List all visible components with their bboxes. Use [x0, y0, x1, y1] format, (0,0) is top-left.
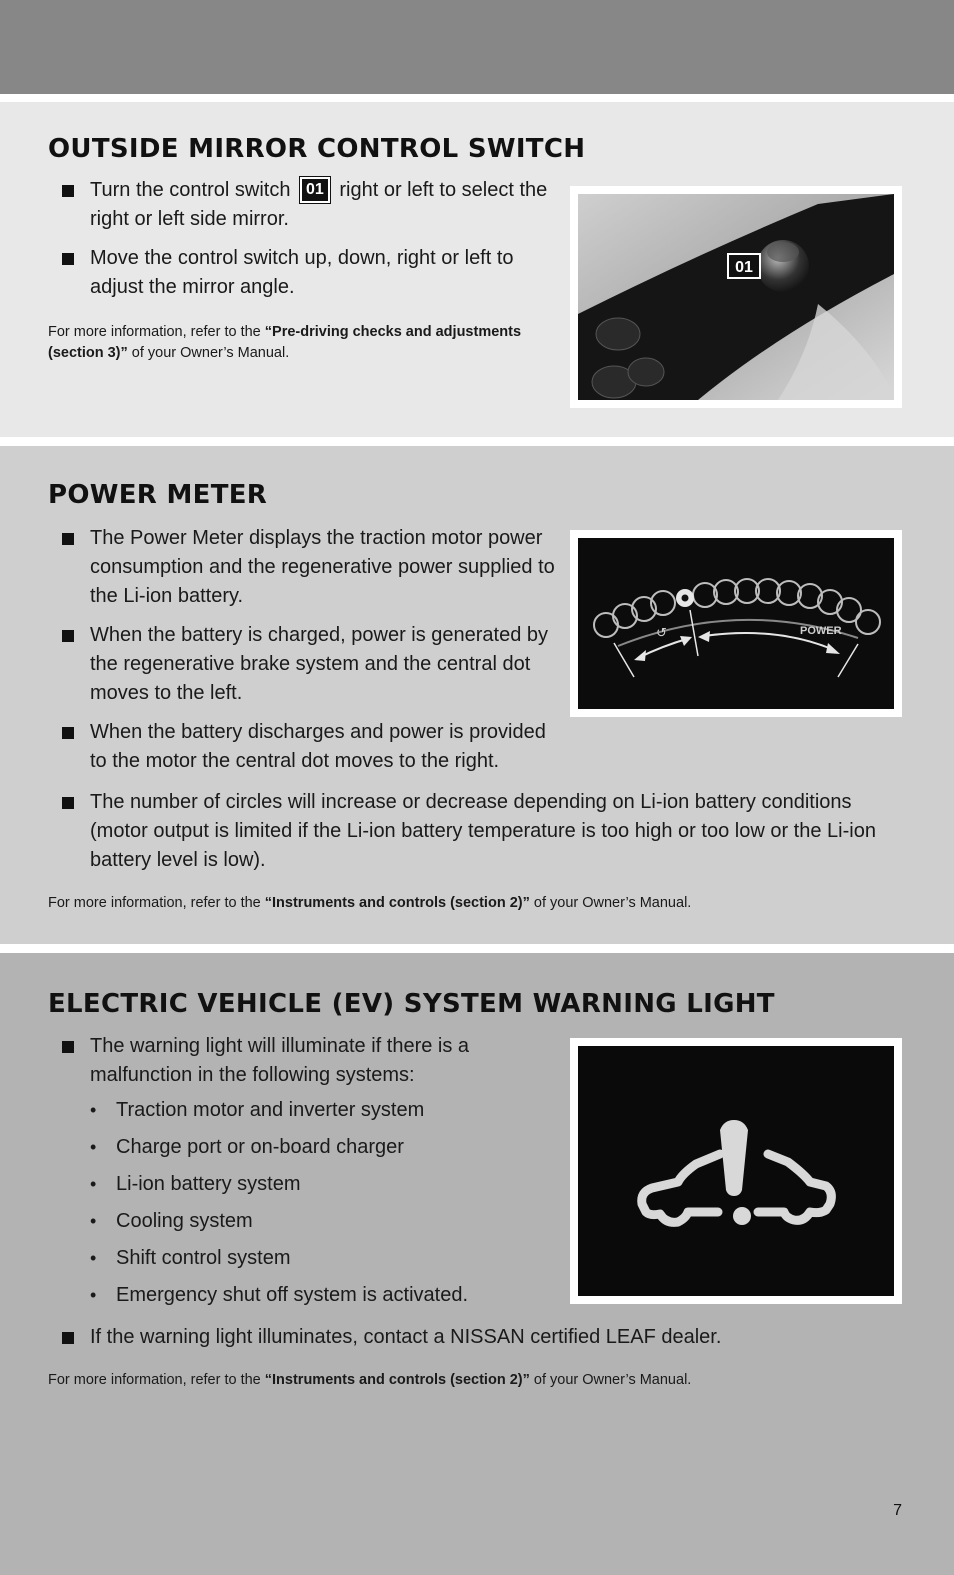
sub-list-item: • Li-ion battery system: [90, 1170, 558, 1199]
photo-callout-tag: 01: [735, 259, 753, 276]
ev-title: ELECTRIC VEHICLE (EV) SYSTEM WARNING LIGHT: [48, 989, 775, 1019]
mirror-bullets: [48, 176, 558, 312]
ev-warning-section: [0, 953, 954, 1575]
bullet-square-icon: [62, 630, 74, 642]
list-item: Turn the control switch 01 right or left to select the right or left side mirror.: [48, 176, 558, 234]
power-bullets: [48, 524, 558, 786]
power-meter-photo: [570, 530, 902, 717]
power-note: For more information, refer to the “Instruments and controls (section 2)” of your Owner’s Manual.: [48, 895, 692, 911]
list-item: The warning light will illuminate if there is a malfunction in the following systems: • Traction motor and inverter system • Charge port or on-board charger • Li-ion battery system • Cooling system • Shift control system • Emergency shut off system is activated.: [48, 1032, 558, 1310]
list-item: The Power Meter displays the traction motor power consumption and the regenerative power supplied to the Li-ion battery.: [48, 524, 558, 611]
bullet-dot-icon: •: [90, 1100, 97, 1120]
regen-icon: ↺: [656, 626, 667, 641]
callout-tag: 01: [300, 177, 330, 203]
list-item: When the battery is charged, power is generated by the regenerative brake system and the central dot moves to the left.: [48, 621, 558, 708]
ev-systems-list: [90, 1096, 558, 1310]
sub-list-item: • Shift control system: [90, 1244, 558, 1273]
sub-list-item: • Traction motor and inverter system: [90, 1096, 558, 1125]
mirror-note: For more information, refer to the “Pre-driving checks and adjustments (section 3)” of your Owner’s Manual.: [48, 324, 522, 361]
mirror-title: OUTSIDE MIRROR CONTROL SWITCH: [48, 134, 586, 164]
list-item: Move the control switch up, down, right or left to adjust the mirror angle.: [48, 244, 558, 302]
bullet-dot-icon: •: [90, 1174, 97, 1194]
power-bullets-wide: [48, 788, 898, 885]
bullet-square-icon: [62, 185, 74, 197]
power-meter-section: [0, 446, 954, 944]
ev-warning-light-photo: [570, 1038, 902, 1304]
sub-list-item: • Emergency shut off system is activated.: [90, 1281, 558, 1310]
ev-bullets: [48, 1032, 558, 1320]
ev-note: For more information, refer to the “Instruments and controls (section 2)” of your Owner’s Manual.: [48, 1372, 692, 1388]
sub-list-item: • Charge port or on-board charger: [90, 1133, 558, 1162]
sub-list-item: • Cooling system: [90, 1207, 558, 1236]
bullet-square-icon: [62, 1041, 74, 1053]
bullet-square-icon: [62, 253, 74, 265]
list-item: The number of circles will increase or decrease depending on Li-ion battery conditions (motor output is limited if the Li-ion battery temperature is too high or too low or the Li-ion battery level is low).: [48, 788, 898, 875]
bullet-dot-icon: •: [90, 1137, 97, 1157]
bullet-square-icon: [62, 727, 74, 739]
bullet-square-icon: [62, 533, 74, 545]
page-number: 7: [893, 1502, 902, 1519]
bullet-square-icon: [62, 1332, 74, 1344]
bullet-dot-icon: •: [90, 1285, 97, 1305]
bullet-dot-icon: •: [90, 1211, 97, 1231]
bullet-dot-icon: •: [90, 1248, 97, 1268]
meter-power-label: POWER: [800, 625, 842, 637]
header-band: [0, 0, 954, 94]
power-title: POWER METER: [48, 480, 268, 510]
mirror-section: [0, 102, 954, 437]
list-item: When the battery discharges and power is provided to the motor the central dot moves to the right.: [48, 718, 558, 776]
list-item: If the warning light illuminates, contact a NISSAN certified LEAF dealer.: [48, 1323, 898, 1352]
mirror-switch-photo: [570, 186, 902, 408]
bullet-square-icon: [62, 797, 74, 809]
ev-bullets-wide: [48, 1323, 898, 1362]
